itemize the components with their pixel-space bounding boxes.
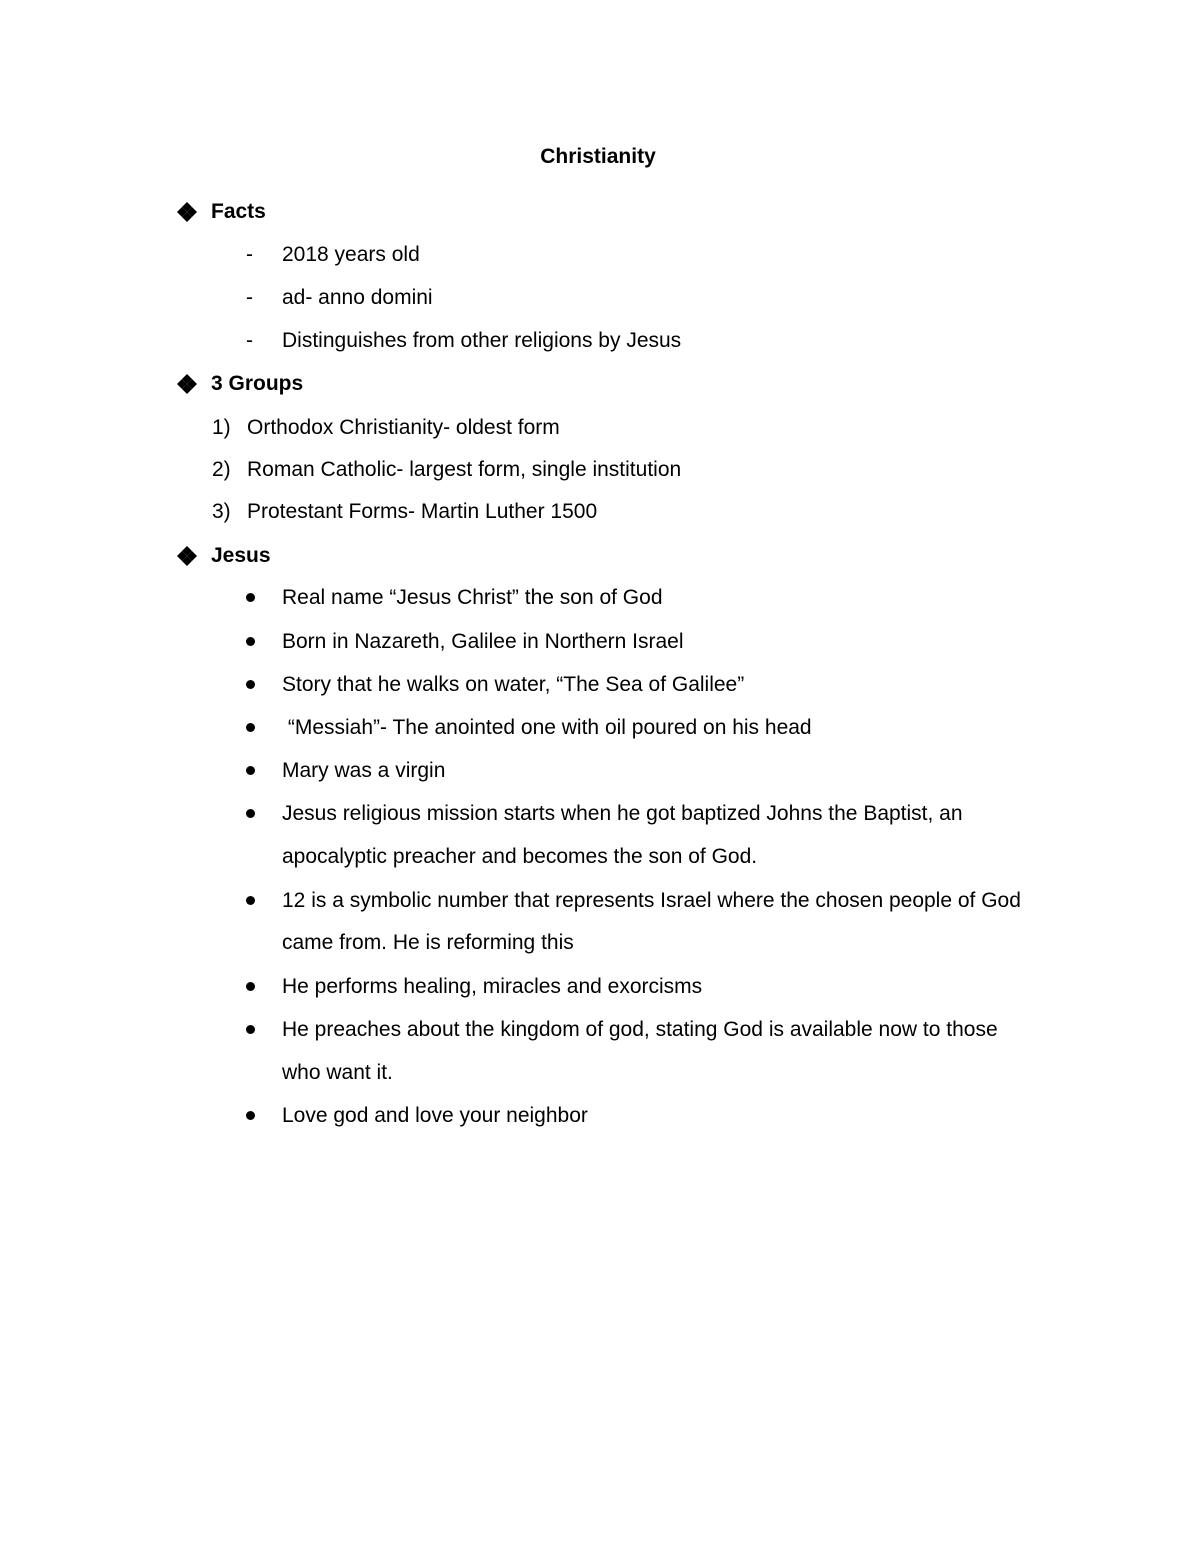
list-item-continuation: who want it. — [282, 1061, 393, 1084]
list-item: 2018 years old — [282, 243, 420, 266]
bullet-dot — [246, 593, 255, 602]
list-item: “Messiah”- The anointed one with oil poured on his head — [282, 716, 812, 739]
dash-bullet: - — [246, 329, 253, 352]
bullet-dot — [246, 680, 255, 689]
list-item: Jesus religious mission starts when he got baptized Johns the Baptist, an — [282, 802, 963, 825]
list-number: 3) — [212, 500, 231, 523]
list-item: Love god and love your neighbor — [282, 1104, 588, 1127]
bullet-dot — [246, 723, 255, 732]
list-item: He performs healing, miracles and exorcisms — [282, 975, 703, 998]
bullet-dot — [246, 637, 255, 646]
list-number: 2) — [212, 458, 231, 481]
section-heading-groups: 3 Groups — [211, 372, 304, 395]
list-item: Born in Nazareth, Galilee in Northern Israel — [282, 630, 684, 653]
section-heading-jesus: Jesus — [211, 544, 271, 567]
list-item: Orthodox Christianity- oldest form — [247, 416, 560, 439]
list-item: Real name “Jesus Christ” the son of God — [282, 586, 663, 609]
section-heading-facts: Facts — [211, 200, 266, 223]
bullet-dot — [246, 809, 255, 818]
list-item: He preaches about the kingdom of god, stating God is available now to those — [282, 1018, 998, 1041]
list-item: Protestant Forms- Martin Luther 1500 — [247, 500, 598, 523]
diamond-bullet-icon — [176, 373, 198, 395]
page-title: Christianity — [540, 145, 656, 168]
dash-bullet: - — [246, 243, 253, 266]
list-item: 12 is a symbolic number that represents Israel where the chosen people of God — [282, 889, 1021, 912]
diamond-bullet-icon — [176, 545, 198, 567]
list-item-continuation: apocalyptic preacher and becomes the son of God. — [282, 845, 758, 868]
bullet-dot — [246, 766, 255, 775]
diamond-bullet-icon — [176, 201, 198, 223]
bullet-dot — [246, 896, 255, 905]
dash-bullet: - — [246, 286, 253, 309]
list-item: ad- anno domini — [282, 286, 433, 309]
list-item: Distinguishes from other religions by Jesus — [282, 329, 682, 352]
bullet-dot — [246, 1111, 255, 1120]
list-item: Roman Catholic- largest form, single institution — [247, 458, 682, 481]
list-number: 1) — [212, 416, 231, 439]
list-item-continuation: came from. He is reforming this — [282, 931, 574, 954]
list-item: Story that he walks on water, “The Sea of Galilee” — [282, 673, 745, 696]
list-item: Mary was a virgin — [282, 759, 446, 782]
bullet-dot — [246, 982, 255, 991]
bullet-dot — [246, 1025, 255, 1034]
